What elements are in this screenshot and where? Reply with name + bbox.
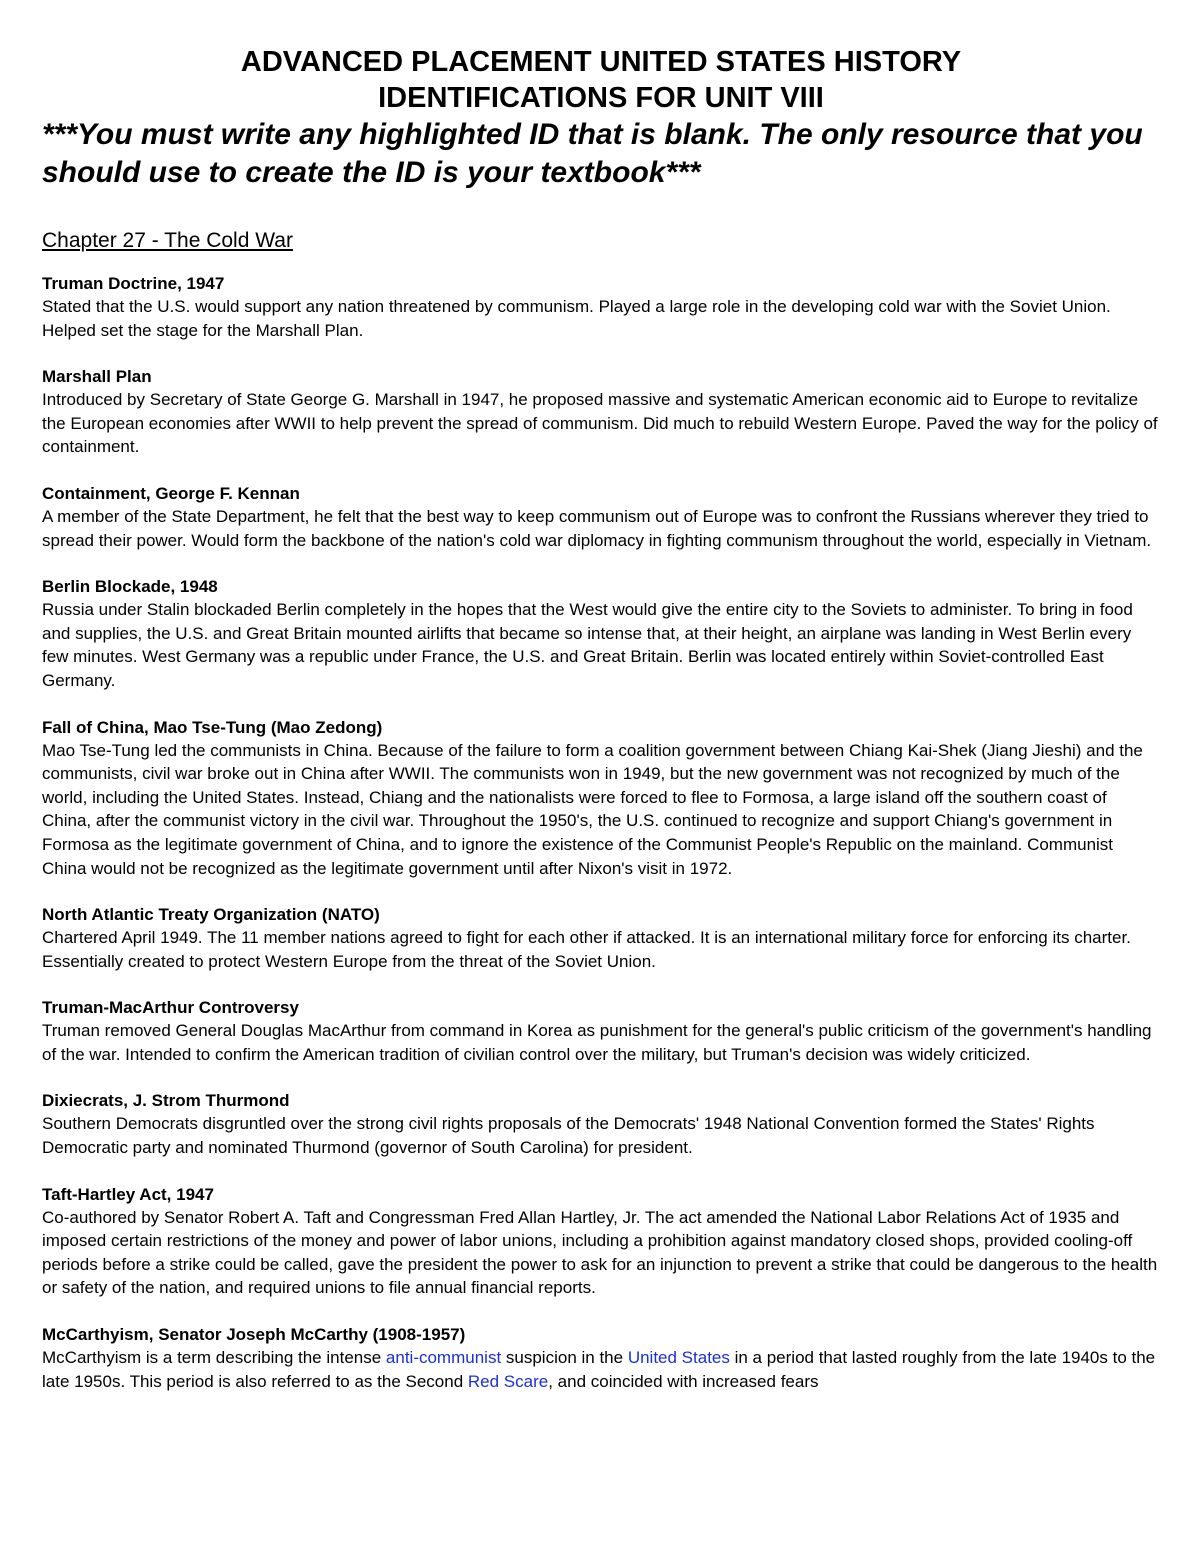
- entry-berlin-blockade: [42, 575, 1160, 692]
- entry-containment: [42, 482, 1160, 552]
- entry-mccarthyism: [42, 1323, 1160, 1393]
- link-anti-communist[interactable]: anti-communist: [385, 1348, 502, 1368]
- entry-definition: Southern Democrats disgruntled over the strong civil rights proposals of the Democrats' 1948 National Convention formed the States' Rights Democratic party and nominated Thurmond (governor of South Carolina) for president.: [42, 1114, 1095, 1158]
- entry-nato: [42, 903, 1160, 973]
- entry-term: Truman Doctrine, 1947: [42, 274, 225, 293]
- title-line-2: IDENTIFICATIONS FOR UNIT VIII: [378, 82, 824, 114]
- entry-dixiecrats: [42, 1089, 1160, 1159]
- entry-term: Dixiecrats, J. Strom Thurmond: [42, 1091, 290, 1111]
- definition-text: McCarthyism is a term describing the intense: [42, 1348, 386, 1368]
- entry-definition: Chartered April 1949. The 11 member nations agreed to fight for each other if attacked. It is an international military force for enforcing its charter. Essentially created to protect Western Europe from the threat of the Soviet Union.: [42, 928, 1131, 971]
- entry-term: McCarthyism, Senator Joseph McCarthy (1908-1957): [42, 1325, 466, 1345]
- entry-truman-macarthur: [42, 996, 1160, 1066]
- chapter-heading: Chapter 27 - The Cold War: [42, 229, 293, 252]
- entry-taft-hartley: [42, 1183, 1160, 1300]
- title-line-1: ADVANCED PLACEMENT UNITED STATES HISTORY: [240, 46, 962, 78]
- entry-definition: Introduced by Secretary of State George G. Marshall in 1947, he proposed massive and systematic American economic aid to Europe to revitalize the European economies after WWII to help prevent the spread of communism. Did much to rebuild Western Europe. Paved the way for the policy of containment.: [42, 390, 1158, 457]
- entry-marshall-plan: [42, 365, 1160, 459]
- entry-definition: Co-authored by Senator Robert A. Taft and Congressman Fred Allan Hartley, Jr. The act amended the National Labor Relations Act of 1935 and imposed certain restrictions of the money and power of labor unions, including a prohibition against mandatory closed shops, provided cooling-off periods before a strike could be called, gave the president the power to ask for an injunction to prevent a strike that could be dangerous to the health or safety of the nation, and required unions to file annual financial reports.: [42, 1207, 1158, 1298]
- link-red-scare[interactable]: Red Scare: [467, 1371, 549, 1391]
- instructions: ***You must write any highlighted ID that is blank. The only resource that you should use to create the ID is your textbook***: [42, 118, 1143, 189]
- entry-term: Containment, George F. Kennan: [42, 483, 300, 503]
- entry-definition: Russia under Stalin blockaded Berlin completely in the hopes that the West would give the entire city to the Soviets to administer. To bring in food and supplies, the U.S. and Great Britain mounted airlifts that became so intense that, at their height, an airplane was landing in West Berlin every few minutes. West Germany was a republic under France, the U.S. and Great Britain. Berlin was located entirely within Soviet-controlled East Germany.: [42, 600, 1133, 690]
- page-title: [42, 44, 1160, 116]
- entry-definition: Stated that the U.S. would support any nation threatened by communism. Played a large role in the developing cold war with the Soviet Union. Helped set the stage for the Marshall Plan.: [42, 297, 1111, 340]
- entry-definition: A member of the State Department, he felt that the best way to keep communism out of Europe was to confront the Russians wherever they tried to spread their power. Would form the backbone of the nation's cold war diplomacy in fighting communism throughout the world, especially in Vietnam.: [42, 506, 1152, 550]
- definition-text: suspicion in the: [501, 1348, 628, 1368]
- entry-term: Taft-Hartley Act, 1947: [42, 1184, 214, 1204]
- entry-term: North Atlantic Treaty Organization (NATO): [42, 905, 380, 925]
- entry-fall-of-china: [42, 716, 1160, 881]
- link-united-states[interactable]: United States: [627, 1348, 730, 1368]
- definition-text: in a period that lasted roughly from the late 1940s to the late 1950s. This period is also referred to as the Second: [42, 1348, 1156, 1391]
- entry-term: Truman-MacArthur Controversy: [42, 998, 299, 1018]
- definition-text: , and coincided with increased fears: [548, 1371, 819, 1391]
- entry-term: Marshall Plan: [42, 367, 152, 387]
- entry-term: Fall of China, Mao Tse-Tung (Mao Zedong): [42, 717, 383, 737]
- entry-definition: Truman removed General Douglas MacArthur from command in Korea as punishment for the general's public criticism of the government's handling of the war. Intended to confirm the American tradition of civilian control over the military, but Truman's decision was widely criticized.: [42, 1021, 1152, 1064]
- entry-truman-doctrine: [42, 272, 1160, 342]
- entry-term: Berlin Blockade, 1948: [42, 577, 218, 597]
- entry-definition: [42, 1346, 1160, 1393]
- entry-definition: Mao Tse-Tung led the communists in China. Because of the failure to form a coalition government between Chiang Kai-Shek (Jiang Jieshi) and the communists, civil war broke out in China after WWII. The communists won in 1949, but the new government was not recognized by much of the world, including the United States. Instead, Chiang and the nationalists were forced to flee to Formosa, a large island off the southern coast of China, after the communist victory in the civil war. Throughout the 1950's, the U.S. continued to recognize and support Chiang's government in Formosa as the legitimate government of China, and to ignore the existence of the Communist People's Republic on the mainland. Communist China would not be recognized as the legitimate government until after Nixon's visit in 1972.: [42, 740, 1143, 878]
